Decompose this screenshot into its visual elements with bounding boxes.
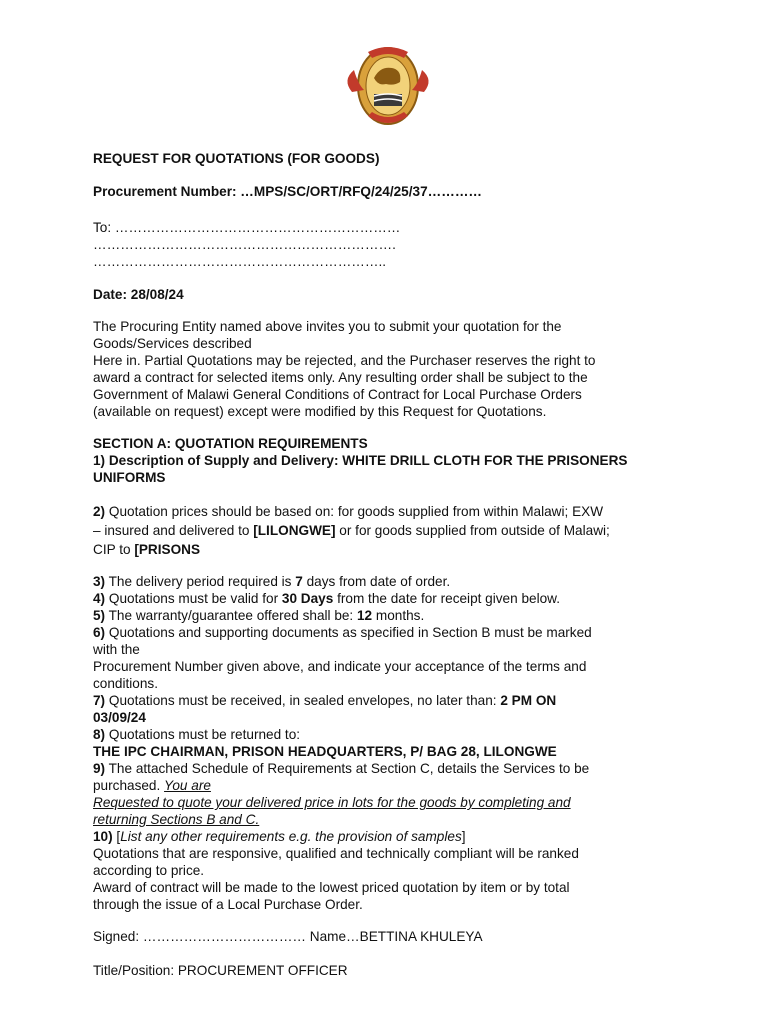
item-9-purchased: purchased. — [93, 778, 165, 793]
document-title: REQUEST FOR QUOTATIONS (FOR GOODS) — [93, 151, 380, 166]
to-line-3: ……………………………………………………….. — [93, 254, 387, 269]
item-8-line-1 — [93, 726, 710, 743]
item-3-number: 3) — [93, 574, 106, 589]
item-1-line-2: UNIFORMS — [93, 470, 166, 485]
to-line-2: …………………………………………………………. — [93, 237, 396, 252]
item-2-cip-label: CIP to — [93, 542, 135, 557]
delivery-location: [LILONGWE] — [253, 523, 336, 538]
procurement-number: Procurement Number: …MPS/SC/ORT/RFQ/24/25/37………… — [93, 184, 483, 199]
item-9-number: 9) — [93, 761, 106, 776]
item-6-line-1 — [93, 624, 710, 641]
signature-line: Signed: ……………………………… Name…BETTINA KHULEYA — [93, 929, 483, 944]
item-2-text-a: – insured and delivered to — [93, 523, 254, 538]
closing-line-4: through the issue of a Local Purchase Order. — [93, 897, 363, 912]
document-date: Date: 28/08/24 — [93, 287, 184, 302]
closing-line-1: Quotations that are responsive, qualified and technically compliant will be ranked — [93, 846, 579, 861]
item-2-text-c: or for goods supplied from outside of Malawi; — [335, 523, 610, 538]
item-5-text-a: The warranty/guarantee offered shall be: — [105, 608, 357, 623]
validity-days: 30 Days — [281, 591, 334, 606]
malawi-prison-crest-icon — [338, 40, 438, 128]
item-2-line-3 — [93, 541, 710, 558]
item-7-text: Quotations must be received, in sealed envelopes, no later than: — [105, 693, 501, 708]
closing-line-2: according to price. — [93, 863, 205, 878]
item-2-line-1 — [93, 503, 710, 520]
item-9-line-4: returning Sections B and C. — [93, 812, 260, 827]
item-6-text: Quotations and supporting documents as specified in Section B must be marked — [105, 625, 592, 640]
item-10-bracket-open: [ — [112, 829, 121, 844]
item-10-bracket-close: ] — [461, 829, 466, 844]
warranty-months: 12 — [357, 608, 373, 623]
item-4-number: 4) — [93, 591, 106, 606]
item-6-number: 6) — [93, 625, 106, 640]
section-a-heading: SECTION A: QUOTATION REQUIREMENTS — [93, 436, 368, 451]
intro-line-4: award a contract for selected items only. Any resulting order shall be subject to the — [93, 370, 588, 385]
item-10 — [93, 828, 710, 845]
item-3 — [93, 573, 710, 590]
item-5-text-c: months. — [372, 608, 425, 623]
item-6-line-3: Procurement Number given above, and indicate your acceptance of the terms and — [93, 659, 587, 674]
item-5 — [93, 607, 710, 624]
delivery-days: 7 — [295, 574, 303, 589]
item-2-text: Quotation prices should be based on: for goods supplied from within Malawi; EXW — [105, 504, 604, 519]
item-3-text-c: days from date of order. — [302, 574, 451, 589]
intro-line-3: Here in. Partial Quotations may be rejected, and the Purchaser reserves the right to — [93, 353, 596, 368]
intro-line-1: The Procuring Entity named above invites you to submit your quotation for the — [93, 319, 562, 334]
to-line-1: To: ……………………………………………………… — [93, 220, 401, 235]
item-6-line-4: conditions. — [93, 676, 158, 691]
item-2-number: 2) — [93, 504, 106, 519]
item-9-you-are: You are — [164, 778, 211, 793]
item-10-number: 10) — [93, 829, 113, 844]
item-3-text-a: The delivery period required is — [105, 574, 296, 589]
item-4-text-c: from the date for receipt given below. — [333, 591, 560, 606]
intro-line-5: Government of Malawi General Conditions of Contract for Local Purchase Orders — [93, 387, 582, 402]
item-4 — [93, 590, 710, 607]
item-6-line-2: with the — [93, 642, 140, 657]
cip-location: [PRISONS — [134, 542, 201, 557]
item-9-line-3: Requested to quote your delivered price in lots for the goods by completing and — [93, 795, 571, 810]
item-8-text: Quotations must be returned to: — [105, 727, 301, 742]
return-address: THE IPC CHAIRMAN, PRISON HEADQUARTERS, P/ BAG 28, LILONGWE — [93, 744, 557, 759]
closing-line-3: Award of contract will be made to the lowest priced quotation by item or by total — [93, 880, 570, 895]
deadline-time: 2 PM ON — [500, 693, 557, 708]
intro-line-6: (available on request) except were modified by this Request for Quotations. — [93, 404, 547, 419]
deadline-date: 03/09/24 — [93, 710, 146, 725]
item-7-number: 7) — [93, 693, 106, 708]
item-10-text: List any other requirements e.g. the provision of samples — [120, 829, 462, 844]
item-2-line-2 — [93, 522, 710, 539]
item-4-text-a: Quotations must be valid for — [105, 591, 282, 606]
item-8-number: 8) — [93, 727, 106, 742]
item-9-line-2 — [93, 777, 710, 794]
item-5-number: 5) — [93, 608, 106, 623]
item-9-text: The attached Schedule of Requirements at Section C, details the Services to be — [105, 761, 590, 776]
item-7-line-1 — [93, 692, 710, 709]
intro-line-2: Goods/Services described — [93, 336, 252, 351]
item-1-line-1: 1) Description of Supply and Delivery: WHITE DRILL CLOTH FOR THE PRISONERS — [93, 453, 628, 468]
title-position: Title/Position: PROCUREMENT OFFICER — [93, 963, 348, 978]
item-9-line-1 — [93, 760, 710, 777]
